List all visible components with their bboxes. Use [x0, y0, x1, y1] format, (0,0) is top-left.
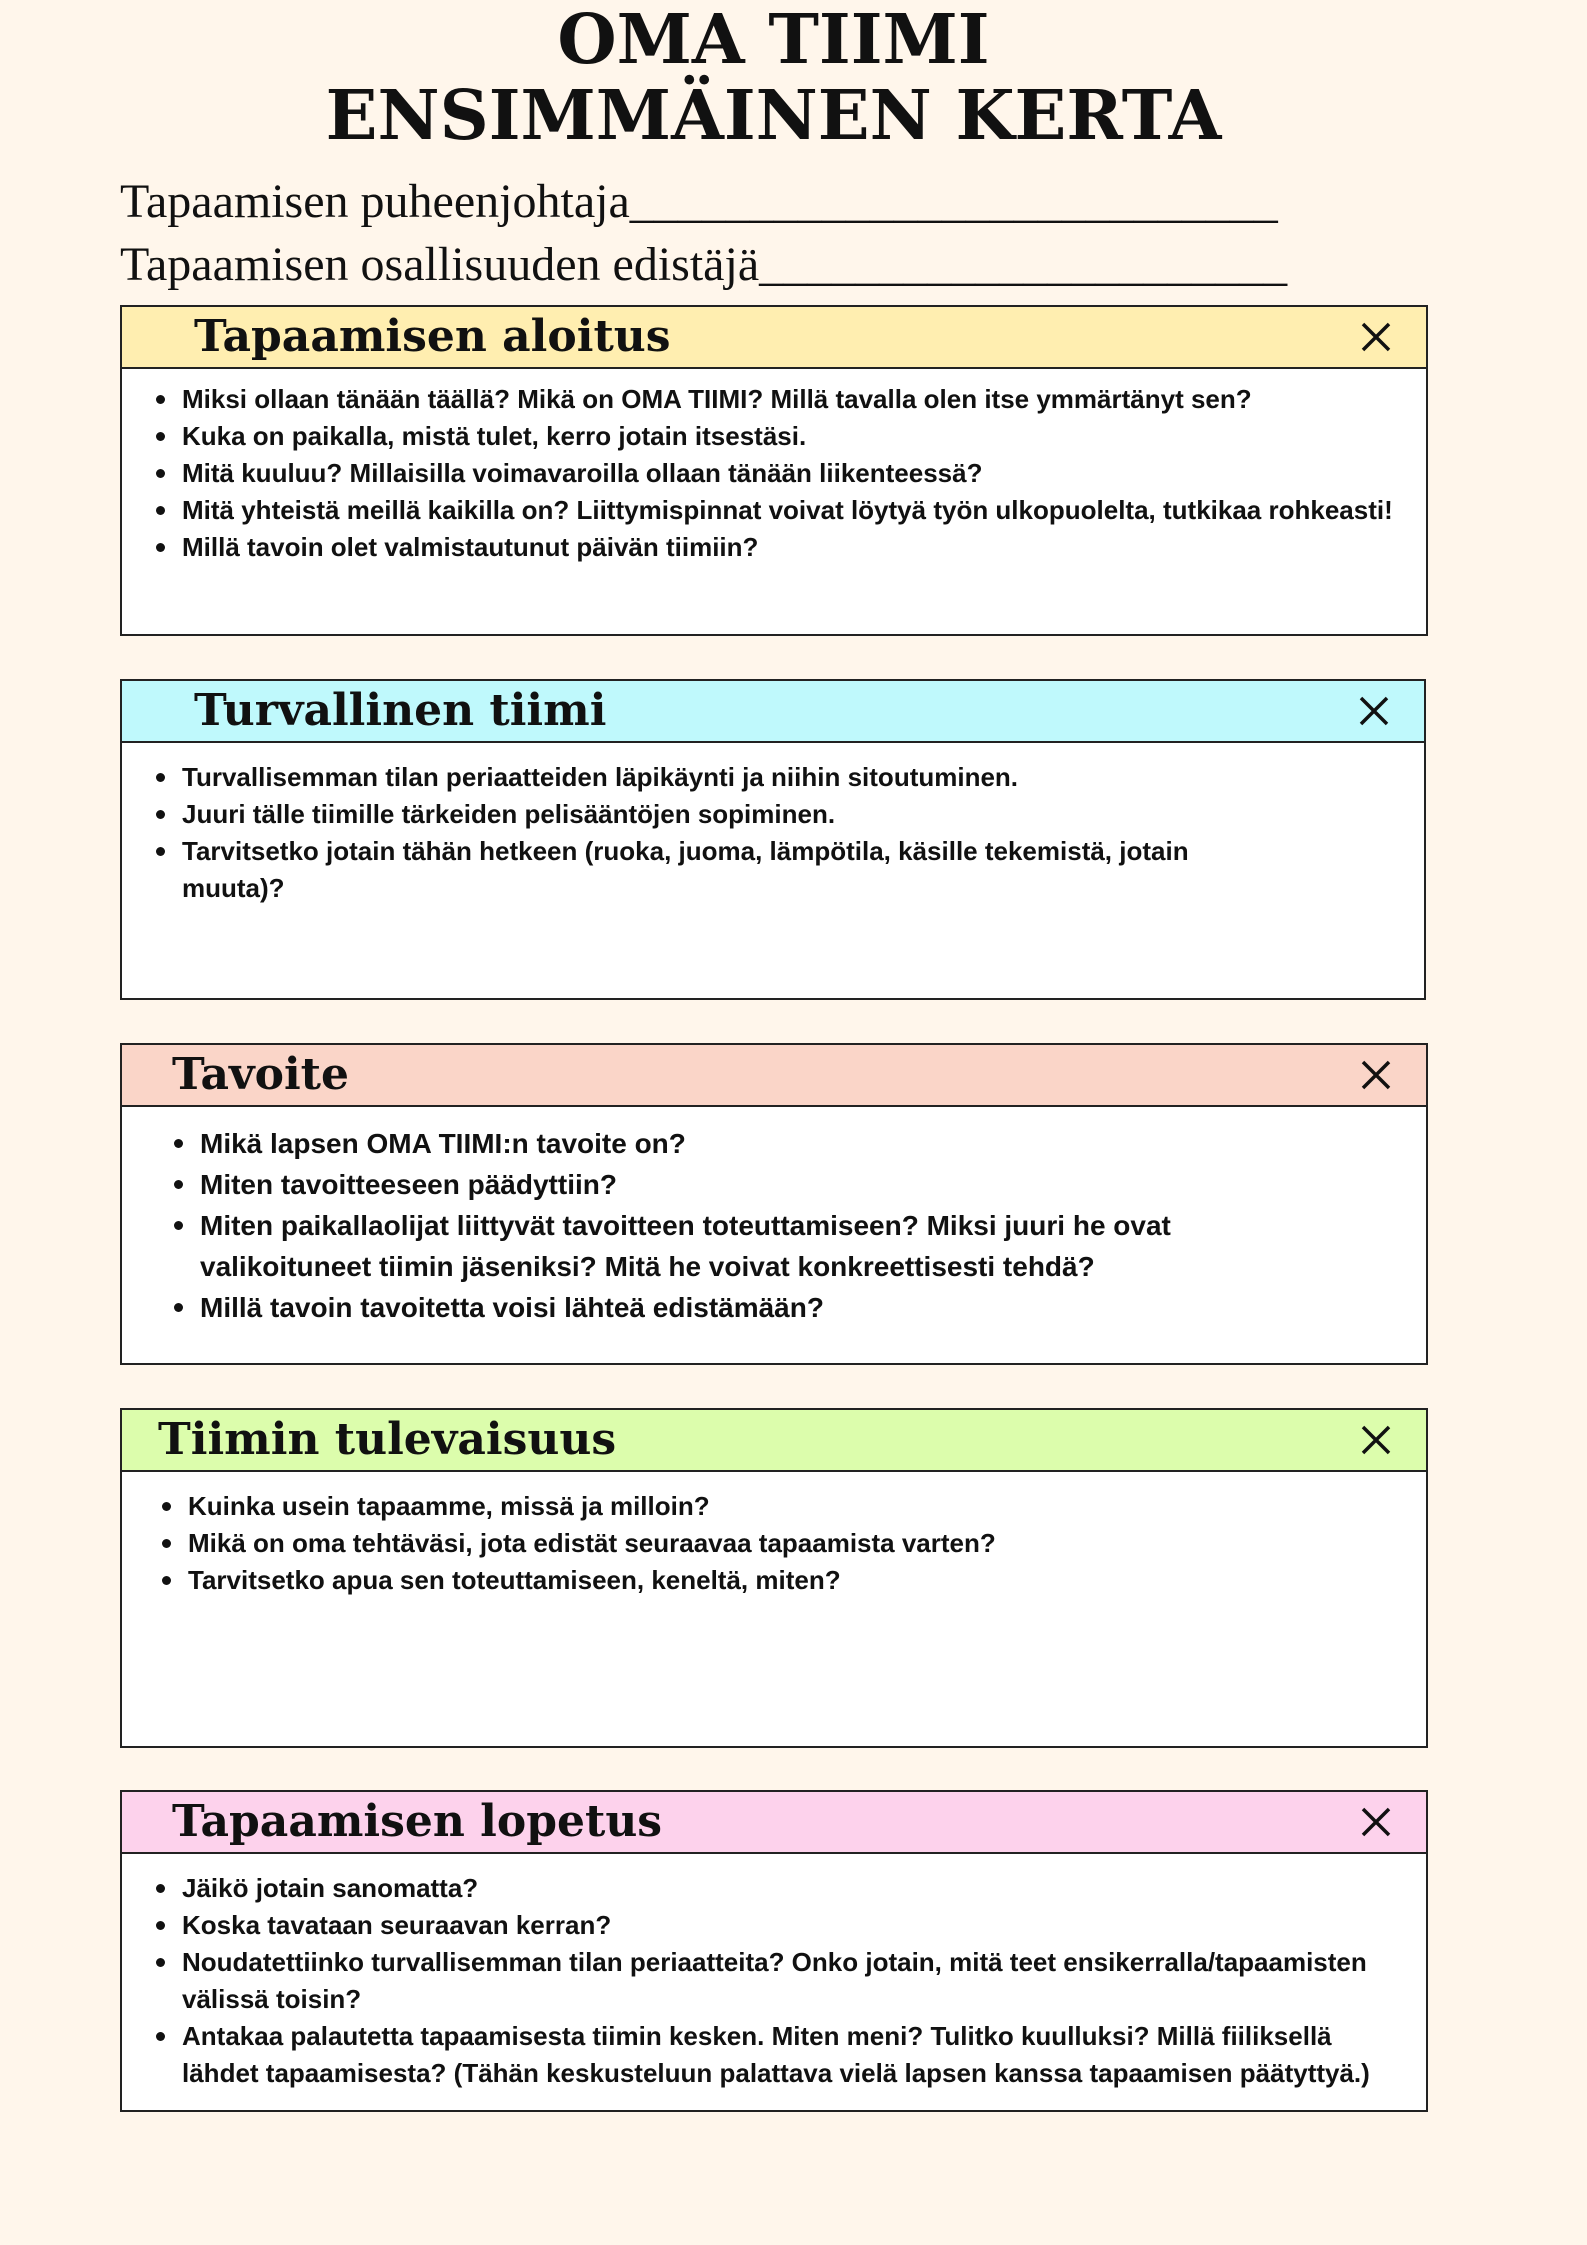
- list-item: Mikä on oma tehtäväsi, jota edistät seuraavaa tapaamista varten?: [188, 1525, 1426, 1562]
- close-icon[interactable]: [1360, 1424, 1392, 1456]
- close-icon[interactable]: [1360, 1806, 1392, 1838]
- list-item: Millä tavoin olet valmistautunut päivän tiimiin?: [182, 529, 1426, 566]
- list-item: Antakaa palautetta tapaamisesta tiimin kesken. Miten meni? Tulitko kuulluksi? Millä fiiliksellä lähdet tapaamisesta? (Tähän keskusteluun palattava vielä lapsen kanssa tapaamisen päätyttyä.): [182, 2018, 1426, 2092]
- section-header: [122, 681, 1424, 743]
- section-title: Tiimin tulevaisuus: [158, 1414, 617, 1465]
- title-line-1: OMA TIIMI: [557, 0, 990, 80]
- page-title: [0, 0, 1547, 154]
- section-title: Tavoite: [172, 1049, 349, 1100]
- list-item: Mitä yhteistä meillä kaikilla on? Liittymispinnat voivat löytyä työn ulkopuolelta, tutkikaa rohkeasti!: [182, 492, 1426, 529]
- list-item: Turvallisemman tilan periaatteiden läpikäynti ja niihin sitoutuminen.: [182, 759, 1244, 796]
- section-start: [120, 305, 1428, 636]
- section-end: [120, 1790, 1428, 2112]
- section-header: [122, 1410, 1426, 1472]
- section-future: [120, 1408, 1428, 1748]
- list-item: Koska tavataan seuraavan kerran?: [182, 1907, 1426, 1944]
- list-item: Tarvitsetko apua sen toteuttamiseen, keneltä, miten?: [188, 1562, 1426, 1599]
- list-item: Millä tavoin tavoitetta voisi lähteä edistämään?: [200, 1287, 1246, 1328]
- list-item: Tarvitsetko jotain tähän hetkeen (ruoka, juoma, lämpötila, käsille tekemistä, jotain muuta)?: [182, 833, 1244, 907]
- section-safe-team: [120, 679, 1426, 1000]
- list-item: Noudatettiinko turvallisemman tilan periaatteita? Onko jotain, mitä teet ensikerralla/tapaamisten välissä toisin?: [182, 1944, 1426, 2018]
- participation-field[interactable]: Tapaamisen osallisuuden edistäjä______________________: [120, 238, 1288, 291]
- close-icon[interactable]: [1358, 695, 1390, 727]
- list-item: Kuinka usein tapaamme, missä ja milloin?: [188, 1488, 1426, 1525]
- list-item: Juuri tälle tiimille tärkeiden pelisääntöjen sopiminen.: [182, 796, 1244, 833]
- section-header: [122, 307, 1426, 369]
- list-item: Mitä kuuluu? Millaisilla voimavaroilla ollaan tänään liikenteessä?: [182, 455, 1426, 492]
- close-icon[interactable]: [1360, 321, 1392, 353]
- title-line-2: ENSIMMÄINEN KERTA: [325, 76, 1222, 156]
- list-item: Miten paikallaolijat liittyvät tavoitteen toteuttamiseen? Miksi juuri he ovat valikoituneet tiimin jäseniksi? Mitä he voivat konkreettisesti tehdä?: [200, 1205, 1246, 1287]
- section-title: Turvallinen tiimi: [194, 685, 607, 736]
- list-item: Kuka on paikalla, mistä tulet, kerro jotain itsestäsi.: [182, 418, 1426, 455]
- section-title: Tapaamisen lopetus: [172, 1796, 663, 1847]
- list-item: Miten tavoitteeseen päädyttiin?: [200, 1164, 1246, 1205]
- section-title: Tapaamisen aloitus: [194, 311, 671, 362]
- section-goal: [120, 1043, 1428, 1365]
- list-item: Mikä lapsen OMA TIIMI:n tavoite on?: [200, 1123, 1246, 1164]
- section-header: [122, 1045, 1426, 1107]
- list-item: Jäikö jotain sanomatta?: [182, 1870, 1426, 1907]
- section-header: [122, 1792, 1426, 1854]
- chair-field[interactable]: Tapaamisen puheenjohtaja___________________________: [120, 175, 1278, 228]
- close-icon[interactable]: [1360, 1059, 1392, 1091]
- list-item: Miksi ollaan tänään täällä? Mikä on OMA TIIMI? Millä tavalla olen itse ymmärtänyt sen?: [182, 381, 1426, 418]
